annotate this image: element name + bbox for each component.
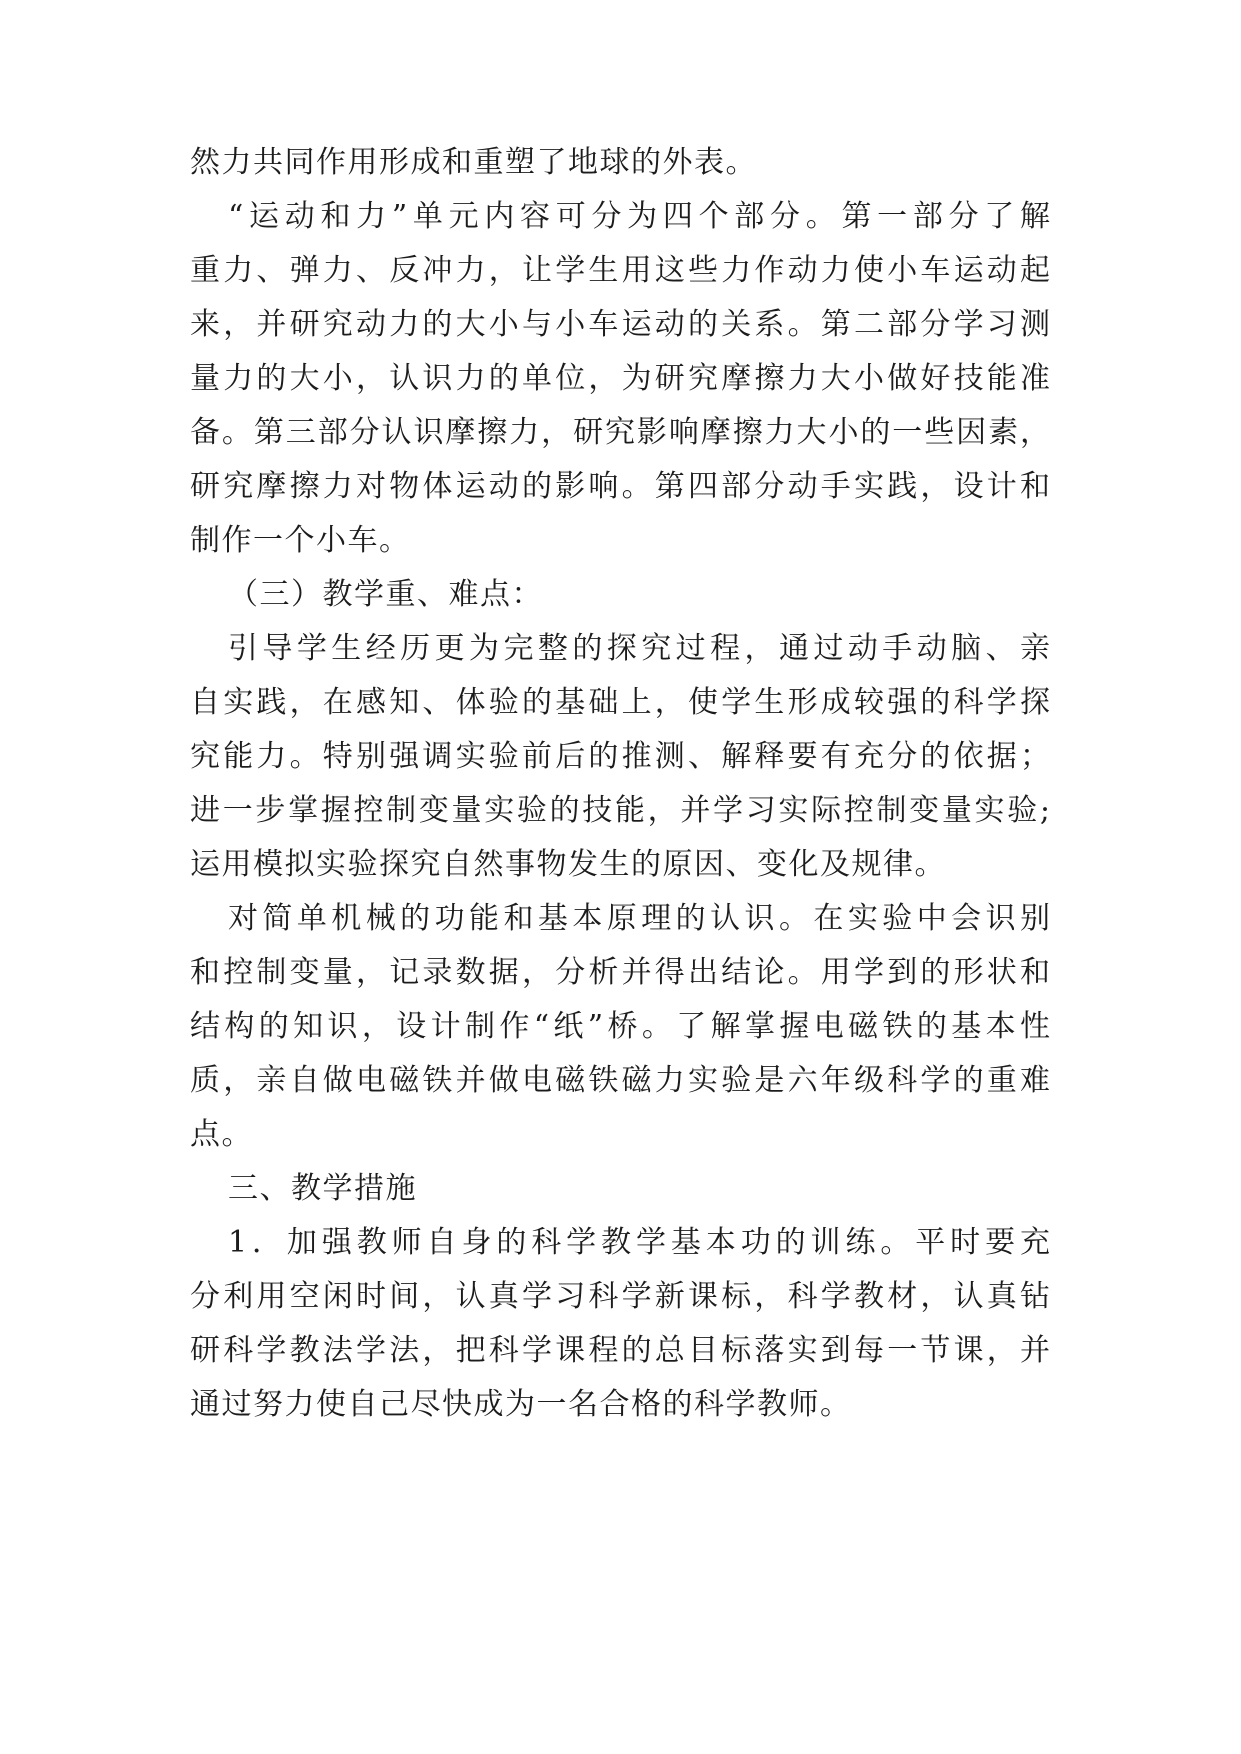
text-line: 结构的知识，设计制作“纸”桥。了解掌握电磁铁的基本性 [190,1009,1050,1044]
text-line: 自实践，在感知、体验的基础上，使学生形成较强的科学探 [190,685,1050,720]
heading-text: 三、教学措施 [228,1171,417,1206]
text-line: 质，亲自做电磁铁并做电磁铁磁力实验是六年级科学的重难 [190,1063,1050,1098]
text-line: 来，并研究动力的大小与小车运动的关系。第二部分学习测 [190,307,1050,342]
text-line: 究能力。特别强调实验前后的推测、解释要有充分的依据； [190,739,1050,774]
text-line: 制作一个小车。 [190,523,411,558]
text-line: 点。 [190,1117,253,1152]
paragraph-continuation [190,136,1050,190]
text-line: 1．加强教师自身的科学教学基本功的训练。平时要充 [228,1225,1050,1260]
text-line: 备。第三部分认识摩擦力，研究影响摩擦力大小的一些因素， [190,415,1050,450]
document-body [190,136,1050,1432]
paragraph-key-points [190,622,1050,892]
text-line: 进一步掌握控制变量实验的技能，并学习实际控制变量实验; [190,793,1050,828]
text-line: 研科学教法学法，把科学课程的总目标落实到每一节课，并 [190,1333,1050,1368]
text-line: 通过努力使自己尽快成为一名合格的科学教师。 [190,1387,852,1422]
text-line: 运用模拟实验探究自然事物发生的原因、变化及规律。 [190,847,946,882]
text-line: 引导学生经历更为完整的探究过程，通过动手动脑、亲 [228,631,1050,666]
paragraph-measure-1 [190,1216,1050,1432]
text-line: 然力共同作用形成和重塑了地球的外表。 [190,145,757,180]
text-line: 研究摩擦力对物体运动的影响。第四部分动手实践，设计和 [190,469,1050,504]
section-heading [190,568,1050,622]
text-line: 量力的大小，认识力的单位，为研究摩擦力大小做好技能准 [190,361,1050,396]
heading-text: （三）教学重、难点： [228,577,543,612]
text-line: 重力、弹力、反冲力，让学生用这些力作动力使小车运动起 [190,253,1050,288]
text-line: 和控制变量，记录数据，分析并得出结论。用学到的形状和 [190,955,1050,990]
paragraph-unit-overview [190,190,1050,568]
section-heading [190,1162,1050,1216]
text-line: “运动和力”单元内容可分为四个部分。第一部分了解 [228,199,1050,234]
text-line: 对简单机械的功能和基本原理的认识。在实验中会识别 [228,901,1050,936]
text-line: 分利用空闲时间，认真学习科学新课标，科学教材，认真钻 [190,1279,1050,1314]
paragraph-difficulties [190,892,1050,1162]
